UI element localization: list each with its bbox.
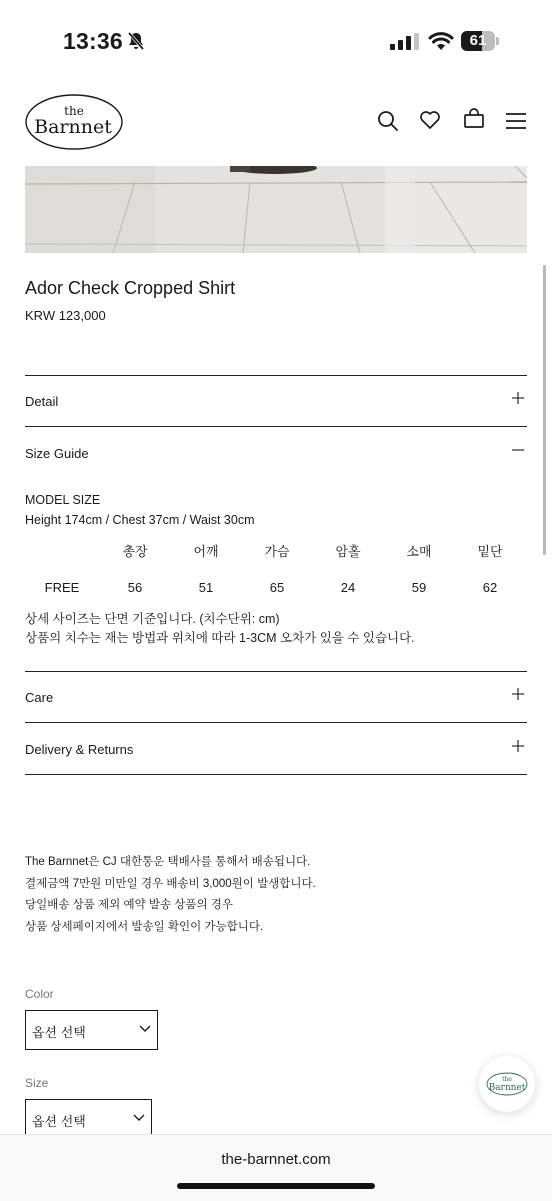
size-header: 소매 [406,544,432,559]
size-header: 암홀 [335,544,361,559]
plus-icon[interactable] [512,392,524,404]
shipping-info: 상품 상세페이지에서 발송일 확인이 가능합니다. [25,921,264,933]
shipping-info: 결제금액 7만원 미만일 경우 배송비 3,000원이 발생합니다. [25,878,316,890]
shopping-bag-icon[interactable] [462,107,486,131]
color-label: Color [25,987,54,1001]
svg-text:the: the [64,104,84,118]
svg-text:Barnnet: Barnnet [34,116,112,138]
accordion-detail[interactable]: Detail [25,394,59,409]
accordion-care[interactable]: Care [25,690,54,705]
size-header: 어깨 [193,544,219,559]
svg-text:the: the [502,1076,512,1083]
product-photo[interactable] [25,166,527,253]
size-note: 상세 사이즈는 단면 기준입니다. (치수단위: cm) [25,612,280,626]
accordion-size-guide[interactable]: Size Guide [25,446,89,461]
divider [25,722,527,723]
model-size-title: MODEL SIZE [25,493,101,507]
brand-logo-small [485,1070,529,1098]
cellular-signal-icon [390,33,420,50]
size-value: 24 [340,580,356,595]
battery-percent: 61 [469,32,487,49]
size-header: 밑단 [477,544,503,559]
bell-muted-icon [126,31,146,51]
scrollbar[interactable] [543,265,546,555]
size-value: 62 [482,580,498,595]
divider [25,671,527,672]
shipping-info: 당일배송 상품 제외 예약 발송 상품의 경우 [25,899,234,911]
size-value: 56 [127,580,143,595]
size-value: 65 [269,580,285,595]
plus-icon[interactable] [512,688,524,700]
plus-icon[interactable] [512,740,524,752]
shipping-info: The Barnnet은 CJ 대한통운 택배사를 통해서 배송됩니다. [25,856,311,868]
color-select[interactable] [25,1010,158,1050]
size-value: 59 [411,580,427,595]
accordion-delivery[interactable]: Delivery & Returns [25,742,134,757]
battery-indicator [461,31,501,51]
status-time: 13:36 [63,28,123,54]
wifi-icon [428,31,454,51]
chevron-down-icon [139,1025,151,1033]
brand-logo[interactable] [24,93,124,151]
divider [25,774,527,775]
size-header: 가슴 [264,544,290,559]
heart-icon[interactable] [418,108,442,132]
size-row-label: FREE [44,580,80,595]
product-name: Ador Check Cropped Shirt [25,278,236,298]
size-select-value: 옵션 선택 [32,1114,86,1129]
menu-icon[interactable] [504,109,528,133]
color-select-value: 옵션 선택 [32,1025,86,1040]
product-price: KRW 123,000 [25,308,106,323]
size-note: 상품의 치수는 재는 방법과 위치에 따라 1-3CM 오차가 있을 수 있습니다. [25,631,415,645]
address-bar-url[interactable]: the-barnnet.com [221,1151,331,1168]
chevron-down-icon [133,1114,145,1122]
divider [25,375,527,376]
size-value: 51 [198,580,214,595]
size-label: Size [25,1076,49,1090]
svg-text:Barnnet: Barnnet [488,1083,526,1093]
size-header: 총장 [122,544,148,559]
home-indicator[interactable] [177,1183,375,1189]
battery-cap [496,37,499,45]
divider [25,426,527,427]
search-icon[interactable] [376,109,400,133]
minus-icon[interactable] [512,444,524,456]
floating-brand-button[interactable] [479,1056,535,1112]
size-select[interactable] [25,1099,152,1139]
model-size-info: Height 174cm / Chest 37cm / Waist 30cm [25,513,255,527]
